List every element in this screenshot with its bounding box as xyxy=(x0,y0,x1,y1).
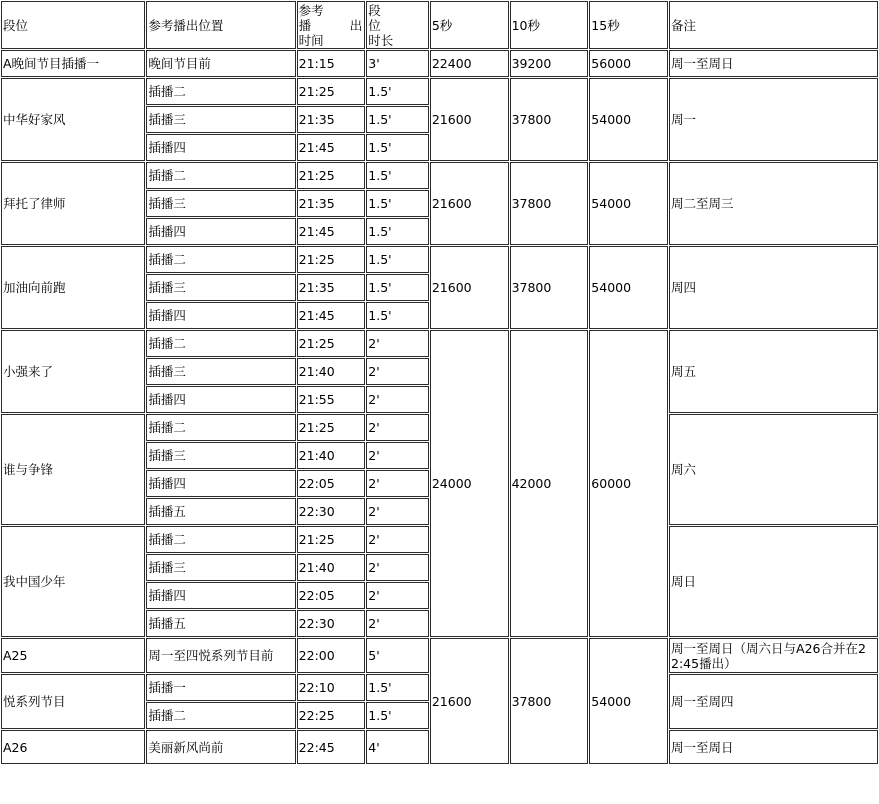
header-time-line2-a: 播 xyxy=(298,17,312,33)
duration-cell: 2' xyxy=(366,358,429,385)
price-15s-cell: 60000 xyxy=(589,330,668,637)
time-cell: 21:25 xyxy=(297,246,366,273)
time-cell: 22:05 xyxy=(297,582,366,609)
header-duration-line2: 位 xyxy=(368,17,381,33)
position-cell: 插播四 xyxy=(146,134,295,161)
duration-cell: 2' xyxy=(366,498,429,525)
header-time-line1: 参考 xyxy=(298,2,324,18)
header-duration-line1: 段 xyxy=(368,2,381,18)
price-5s-cell: 21600 xyxy=(430,246,509,329)
position-cell: 插播三 xyxy=(146,190,295,217)
position-cell: 插播一 xyxy=(146,674,295,701)
table-row xyxy=(1,162,878,189)
time-cell: 21:25 xyxy=(297,414,366,441)
segment-cell: A25 xyxy=(1,638,145,673)
header-position: 参考播出位置 xyxy=(146,1,295,49)
header-segment: 段位 xyxy=(1,1,145,49)
time-cell: 21:40 xyxy=(297,442,366,469)
remark-cell: 周一至周四 xyxy=(669,674,878,729)
price-5s-cell: 21600 xyxy=(430,162,509,245)
price-10s-cell: 39200 xyxy=(510,50,589,77)
remark-cell: 周四 xyxy=(669,246,878,329)
position-cell: 插播三 xyxy=(146,358,295,385)
time-cell: 22:00 xyxy=(297,638,366,673)
position-cell: 插播二 xyxy=(146,526,295,553)
duration-cell: 1.5' xyxy=(366,106,429,133)
table-row xyxy=(1,638,878,673)
duration-cell: 1.5' xyxy=(366,218,429,245)
header-time xyxy=(297,1,366,49)
time-cell: 21:55 xyxy=(297,386,366,413)
duration-cell: 2' xyxy=(366,414,429,441)
time-cell: 22:05 xyxy=(297,470,366,497)
price-5s-cell: 21600 xyxy=(430,638,509,764)
segment-cell: 谁与争锋 xyxy=(1,414,145,525)
time-cell: 21:45 xyxy=(297,134,366,161)
header-10s: 10秒 xyxy=(510,1,589,49)
header-row xyxy=(1,1,878,49)
remark-cell: 周一至周日（周六日与A26合并在22:45播出） xyxy=(669,638,878,673)
duration-cell: 1.5' xyxy=(366,302,429,329)
price-15s-cell: 54000 xyxy=(589,162,668,245)
position-cell: 插播四 xyxy=(146,582,295,609)
header-time-line3: 时间 xyxy=(298,32,324,48)
remark-cell: 周一至周日 xyxy=(669,50,878,77)
position-cell: 插播四 xyxy=(146,470,295,497)
position-cell: 插播二 xyxy=(146,162,295,189)
duration-cell: 2' xyxy=(366,386,429,413)
time-cell: 21:45 xyxy=(297,302,366,329)
duration-cell: 1.5' xyxy=(366,190,429,217)
remark-cell: 周五 xyxy=(669,330,878,413)
time-cell: 21:40 xyxy=(297,554,366,581)
table-row xyxy=(1,330,878,357)
header-time-line2 xyxy=(299,18,365,33)
price-10s-cell: 37800 xyxy=(510,638,589,764)
remark-cell: 周二至周三 xyxy=(669,162,878,245)
table-row xyxy=(1,78,878,105)
position-cell: 插播四 xyxy=(146,386,295,413)
position-cell: 美丽新风尚前 xyxy=(146,730,295,764)
time-cell: 21:25 xyxy=(297,78,366,105)
price-5s-cell: 22400 xyxy=(430,50,509,77)
time-cell: 21:15 xyxy=(297,50,366,77)
price-5s-cell: 24000 xyxy=(430,330,509,637)
duration-cell: 2' xyxy=(366,442,429,469)
price-15s-cell: 54000 xyxy=(589,78,668,161)
price-10s-cell: 37800 xyxy=(510,246,589,329)
segment-cell: 加油向前跑 xyxy=(1,246,145,329)
duration-cell: 1.5' xyxy=(366,162,429,189)
remark-cell: 周六 xyxy=(669,414,878,525)
time-cell: 22:25 xyxy=(297,702,366,729)
duration-cell: 1.5' xyxy=(366,134,429,161)
position-cell: 插播三 xyxy=(146,554,295,581)
position-cell: 插播四 xyxy=(146,302,295,329)
price-10s-cell: 37800 xyxy=(510,78,589,161)
time-cell: 22:30 xyxy=(297,498,366,525)
position-cell: 插播二 xyxy=(146,414,295,441)
position-cell: 插播三 xyxy=(146,274,295,301)
position-cell: 插播二 xyxy=(146,330,295,357)
price-15s-cell: 54000 xyxy=(589,246,668,329)
time-cell: 22:45 xyxy=(297,730,366,764)
time-cell: 21:45 xyxy=(297,218,366,245)
position-cell: 晚间节目前 xyxy=(146,50,295,77)
segment-cell: 中华好家风 xyxy=(1,78,145,161)
table-row xyxy=(1,50,878,77)
segment-cell: 我中国少年 xyxy=(1,526,145,637)
header-time-line2-b: 出 xyxy=(349,17,363,33)
price-10s-cell: 37800 xyxy=(510,162,589,245)
price-15s-cell: 54000 xyxy=(589,638,668,764)
time-cell: 21:40 xyxy=(297,358,366,385)
remark-cell: 周日 xyxy=(669,526,878,637)
time-cell: 22:30 xyxy=(297,610,366,637)
time-cell: 21:25 xyxy=(297,526,366,553)
position-cell: 插播五 xyxy=(146,610,295,637)
duration-cell: 5' xyxy=(366,638,429,673)
price-10s-cell: 42000 xyxy=(510,330,589,637)
remark-cell: 周一至周日 xyxy=(669,730,878,764)
time-cell: 21:35 xyxy=(297,274,366,301)
header-duration-line3: 时长 xyxy=(368,32,394,48)
header-5s: 5秒 xyxy=(430,1,509,49)
position-cell: 插播三 xyxy=(146,442,295,469)
position-cell: 插播四 xyxy=(146,218,295,245)
segment-cell: A26 xyxy=(1,730,145,764)
duration-cell: 3' xyxy=(366,50,429,77)
duration-cell: 2' xyxy=(366,610,429,637)
price-5s-cell: 21600 xyxy=(430,78,509,161)
time-cell: 21:35 xyxy=(297,106,366,133)
duration-cell: 2' xyxy=(366,554,429,581)
duration-cell: 4' xyxy=(366,730,429,764)
duration-cell: 2' xyxy=(366,470,429,497)
segment-cell: 拜托了律师 xyxy=(1,162,145,245)
remark-cell: 周一 xyxy=(669,78,878,161)
segment-cell: A晚间节目插播一 xyxy=(1,50,145,77)
duration-cell: 1.5' xyxy=(366,78,429,105)
duration-cell: 2' xyxy=(366,526,429,553)
header-duration xyxy=(366,1,429,49)
time-cell: 21:25 xyxy=(297,162,366,189)
time-cell: 21:35 xyxy=(297,190,366,217)
duration-cell: 2' xyxy=(366,330,429,357)
position-cell: 插播二 xyxy=(146,702,295,729)
time-cell: 22:10 xyxy=(297,674,366,701)
position-cell: 周一至四悦系列节目前 xyxy=(146,638,295,673)
header-remark: 备注 xyxy=(669,1,878,49)
position-cell: 插播二 xyxy=(146,246,295,273)
price-15s-cell: 56000 xyxy=(589,50,668,77)
segment-cell: 悦系列节目 xyxy=(1,674,145,729)
duration-cell: 2' xyxy=(366,582,429,609)
time-cell: 21:25 xyxy=(297,330,366,357)
table-row xyxy=(1,246,878,273)
segment-cell: 小强来了 xyxy=(1,330,145,413)
duration-cell: 1.5' xyxy=(366,674,429,701)
duration-cell: 1.5' xyxy=(366,702,429,729)
header-15s: 15秒 xyxy=(589,1,668,49)
duration-cell: 1.5' xyxy=(366,246,429,273)
position-cell: 插播二 xyxy=(146,78,295,105)
duration-cell: 1.5' xyxy=(366,274,429,301)
position-cell: 插播五 xyxy=(146,498,295,525)
position-cell: 插播三 xyxy=(146,106,295,133)
